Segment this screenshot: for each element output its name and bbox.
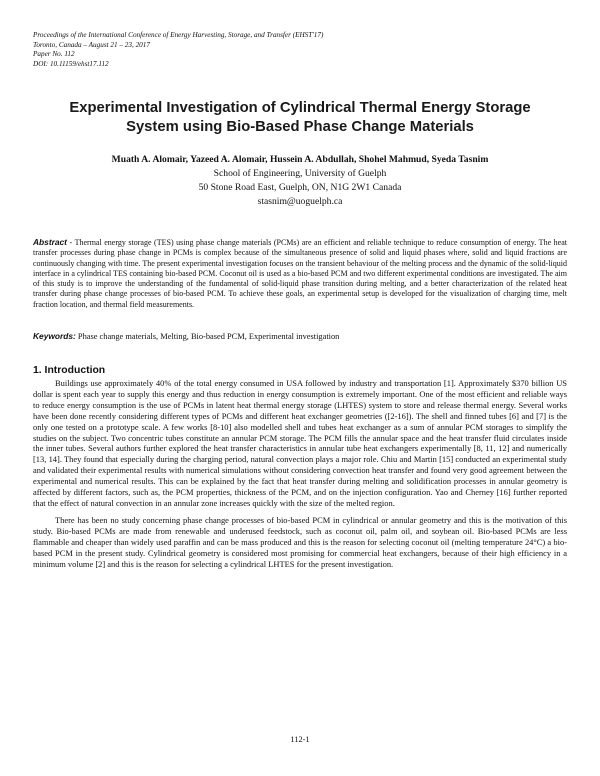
paragraph: Buildings use approximately 40% of the total energy consumed in USA followed by industry and transportation [1]. Approximately $370 billion US dollar is spent each year to supply this energy and thus reduction in energy consumption is extremely important. One of the most efficient and reliable ways to reduce energy consumption is the use of PCMs in latent heat thermal energy storage (LHTES) system to store and release thermal energy. Several works have been done recently considering different types of PCMs and different heat exchanger geometries ([2-16]). The shell and finned tubes [6] and [7] is the only one tested on a prototype scale. A few works [8-10] also modelled shell and tubes heat exchanger as a sum of annular PCM storages to simplify the studies on the subject. Two concentric tubes constitute an annular PCM storage. The PCM fills the annular space and the heat transfer fluid circulates inside the inner tubes. Several authors further explored the heat transfer characteristics in annular tube heat exchangers experimentally [8, 11, 12] and numerically [13, 14]. They found that especially during the charging period, natural convection plays a major role. Chiu and Martin [15] conducted an experimental study and validated their experimental results with numerical simulations without considering convection heat transfer and found very good agreement between the experimental and numerical results. This can be explained by the fact that heat transfer during melting and solidification processes in annular geometry is affected by different factors, such as, the PCM properties, thickness of the PCM, and on the injection configuration. Yao and Cherney [16] further reported that the effect of natural convection in an annular zone increases quickly with the size of the melted region. — [33, 378, 567, 508]
address: 50 Stone Road East, Guelph, ON, N1G 2W1 Canada — [198, 182, 402, 193]
paper-title — [40, 99, 560, 137]
author-names: Muath A. Alomair, Yazeed A. Alomair, Hussein A. Abdullah, Shohel Mahmud, Syeda Tasnim — [111, 154, 489, 165]
author-block — [20, 153, 580, 209]
doi: DOI: 10.11159/ehst17.112 — [33, 59, 109, 68]
conference-header — [33, 31, 323, 69]
section-heading-introduction: 1. Introduction — [33, 365, 106, 376]
keywords-label: Keywords: — [33, 331, 76, 341]
conference-name: Proceedings of the International Conference of Energy Harvesting, Storage, and Transfer (EHST'17) — [33, 31, 324, 39]
abstract-label: Abstract — [33, 237, 67, 247]
email: stasnim@uoguelph.ca — [257, 196, 343, 207]
affiliation: School of Engineering, University of Guelph — [213, 168, 387, 179]
title-line-2: System using Bio-Based Phase Change Materials — [126, 119, 474, 135]
page-number: 112-1 — [290, 735, 310, 744]
conference-location-date: Toronto, Canada – August 21 – 23, 2017 — [33, 40, 150, 49]
keywords — [33, 331, 567, 342]
paragraph: There has been no study concerning phase change processes of bio-based PCM in cylindrical or annular geometry and this is the motivation of this study. Bio-based PCMs are made from renewable and underused feedstock, such as coconut oil, palm oil, and soybean oil. Bio-based PCMs are less flammable and cheaper than widely used paraffin and can be mass produced and this is the reason for selecting coconut oil (melting temperature 24°C) a bio-based PCM in the present study. Cylindrical geometry is considered most promising for commercial heat exchangers, because of their high efficiency in a minimum volume [2] and this is the reason for selecting a cylindrical LHTES for the present investigation. — [33, 514, 567, 569]
abstract-text: - Thermal energy storage (TES) using phase change materials (PCMs) are an efficient and reliable technique to reduce consumption of energy. The heat transfer processes during phase change in PCMs is complex because of the simultaneous presence of solid and liquid phases where, solid and liquid fractions are continuously changing with time. The present experimental investigation focuses on the transient behaviour of the melting process and the dynamic of the solid-liquid interface in a cylindrical TES containing bio-based PCM. Coconut oil is used as a bio-based PCM and two different experimental conditions are investigated. The aim of this study is to improve the understanding of the fundamental of solid-liquid phase transition during melting, and a better characterization of the related heat transfer during phase change processes of bio-based PCM. To achieve these goals, an experimental setup is developed for the visualization of charging time, melt fraction location, and thermal field measurements. — [33, 238, 567, 309]
introduction-body — [33, 378, 567, 575]
abstract — [33, 237, 567, 310]
keywords-text: Phase change materials, Melting, Bio-based PCM, Experimental investigation — [75, 332, 340, 341]
paper-number: Paper No. 112 — [33, 50, 75, 59]
title-line-1: Experimental Investigation of Cylindrical Thermal Energy Storage — [69, 100, 531, 116]
